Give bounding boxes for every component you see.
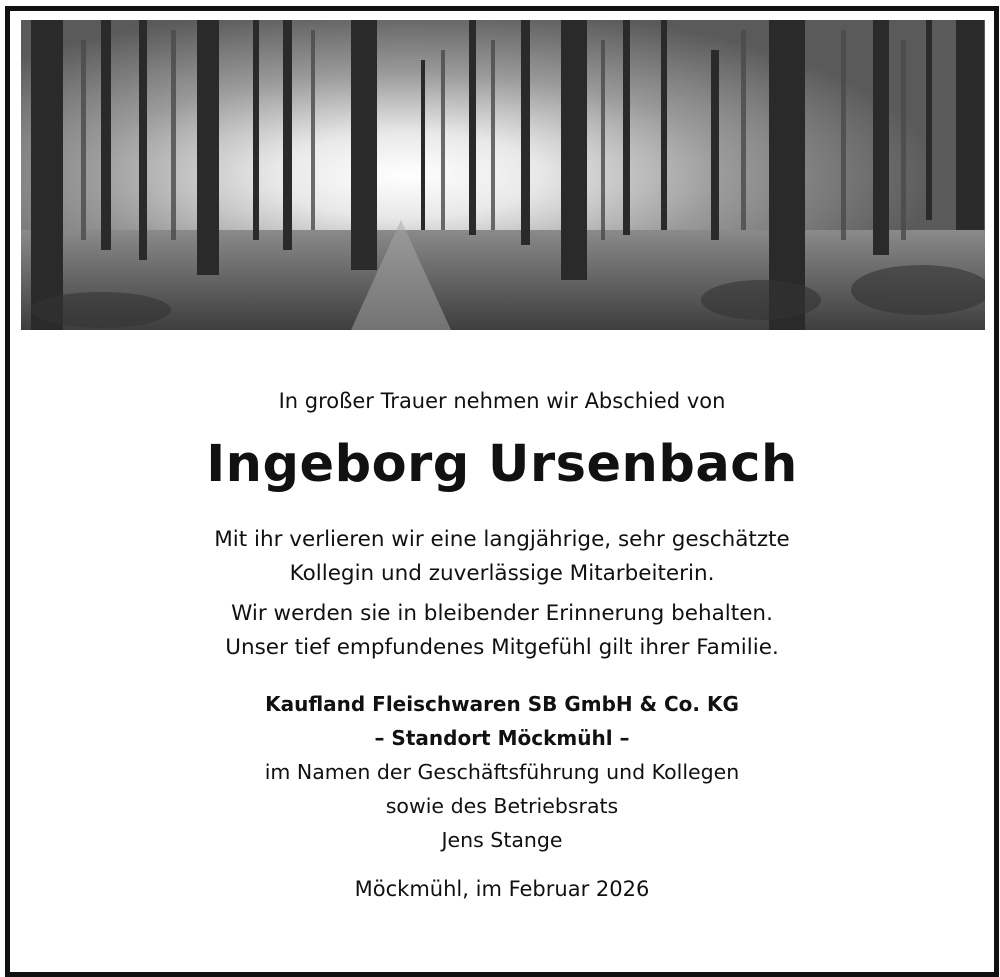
forest-photo — [21, 20, 985, 330]
company-location: – Standort Möckmühl – — [374, 726, 630, 750]
intro-text: In großer Trauer nehmen wir Abschied von — [278, 389, 726, 413]
tribute-line-2: Kollegin und zuverlässige Mitarbeiterin. — [289, 561, 715, 586]
deceased-name: Ingeborg Ursenbach — [206, 435, 798, 494]
condolence-line-2: Unser tief empfundenes Mitgefühl gilt ihrer Familie. — [225, 635, 779, 660]
company-name: Kaufland Fleischwaren SB GmbH & Co. KG — [265, 692, 739, 716]
signatory-name: Jens Stange — [441, 828, 563, 852]
condolence-line-1: Wir werden sie in bleibender Erinnerung behalten. — [231, 601, 773, 626]
place-date: Möckmühl, im Februar 2026 — [354, 877, 650, 901]
works-council-line: sowie des Betriebsrats — [385, 794, 619, 818]
condolence-paragraph — [10, 597, 994, 665]
on-behalf-line: im Namen der Geschäftsführung und Kollegen — [264, 760, 740, 784]
forest-illustration — [21, 20, 985, 330]
signatories-block — [10, 755, 994, 857]
tribute-line-1: Mit ihr verlieren wir eine langjährige, sehr geschätzte — [214, 527, 790, 552]
obituary-notice — [5, 6, 999, 977]
tribute-paragraph — [10, 523, 994, 591]
company-block — [10, 687, 994, 755]
